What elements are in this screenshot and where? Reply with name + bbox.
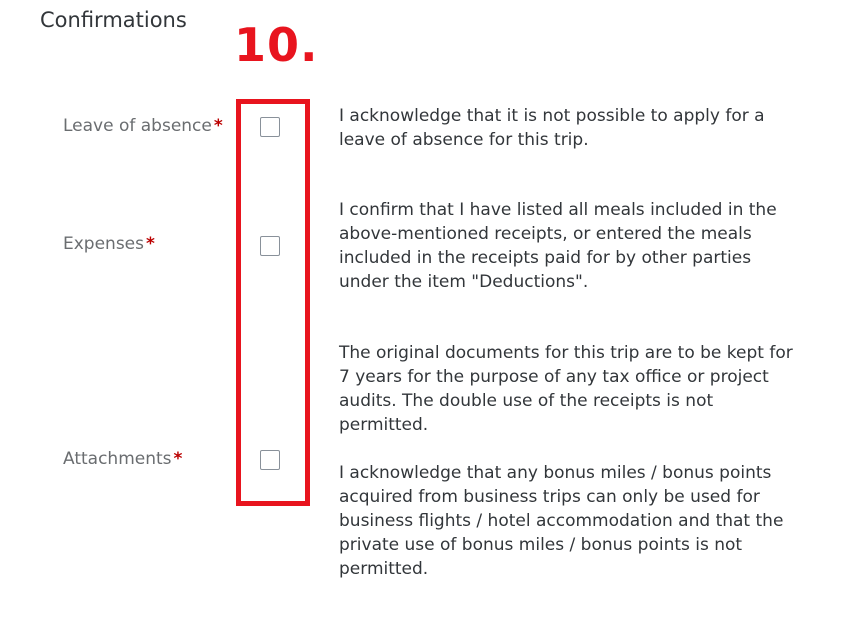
required-marker: * — [213, 116, 223, 136]
checkbox-expenses[interactable] — [260, 236, 280, 256]
field-label-attachments — [63, 449, 182, 469]
checkbox-attachments[interactable] — [260, 450, 280, 470]
confirmation-text-leave-of-absence: I acknowledge that it is not possible to apply for a leave of absence for this trip. — [339, 106, 765, 150]
section-title: Confirmations — [40, 8, 187, 32]
required-marker: * — [146, 234, 155, 254]
field-label-text: Expenses — [63, 234, 144, 254]
confirmation-text-expenses: I confirm that I have listed all meals included in the above-mentioned receipts, or entered the meals included in the receipts paid for by other parties under the item "Deductions". — [339, 200, 777, 292]
field-label-text: Attachments — [63, 449, 172, 469]
checkbox-leave-of-absence[interactable] — [260, 117, 280, 137]
required-marker: * — [173, 449, 183, 469]
annotation-highlight-box — [236, 99, 310, 506]
confirmation-text-attachments-bonus-miles: I acknowledge that any bonus miles / bonus points acquired from business trips can only be used for business flights / hotel accommodation and that the private use of bonus miles / bonus points is not permitted. — [339, 463, 784, 579]
field-label-leave-of-absence — [63, 116, 223, 136]
field-label-expenses — [63, 234, 155, 254]
step-number-annotation: 10. — [234, 18, 319, 72]
field-label-text: Leave of absence — [63, 116, 212, 136]
confirmation-text-attachments-documents: The original documents for this trip are to be kept for 7 years for the purpose of any tax office or project audits. The double use of the receipts is not permitted. — [339, 343, 793, 435]
